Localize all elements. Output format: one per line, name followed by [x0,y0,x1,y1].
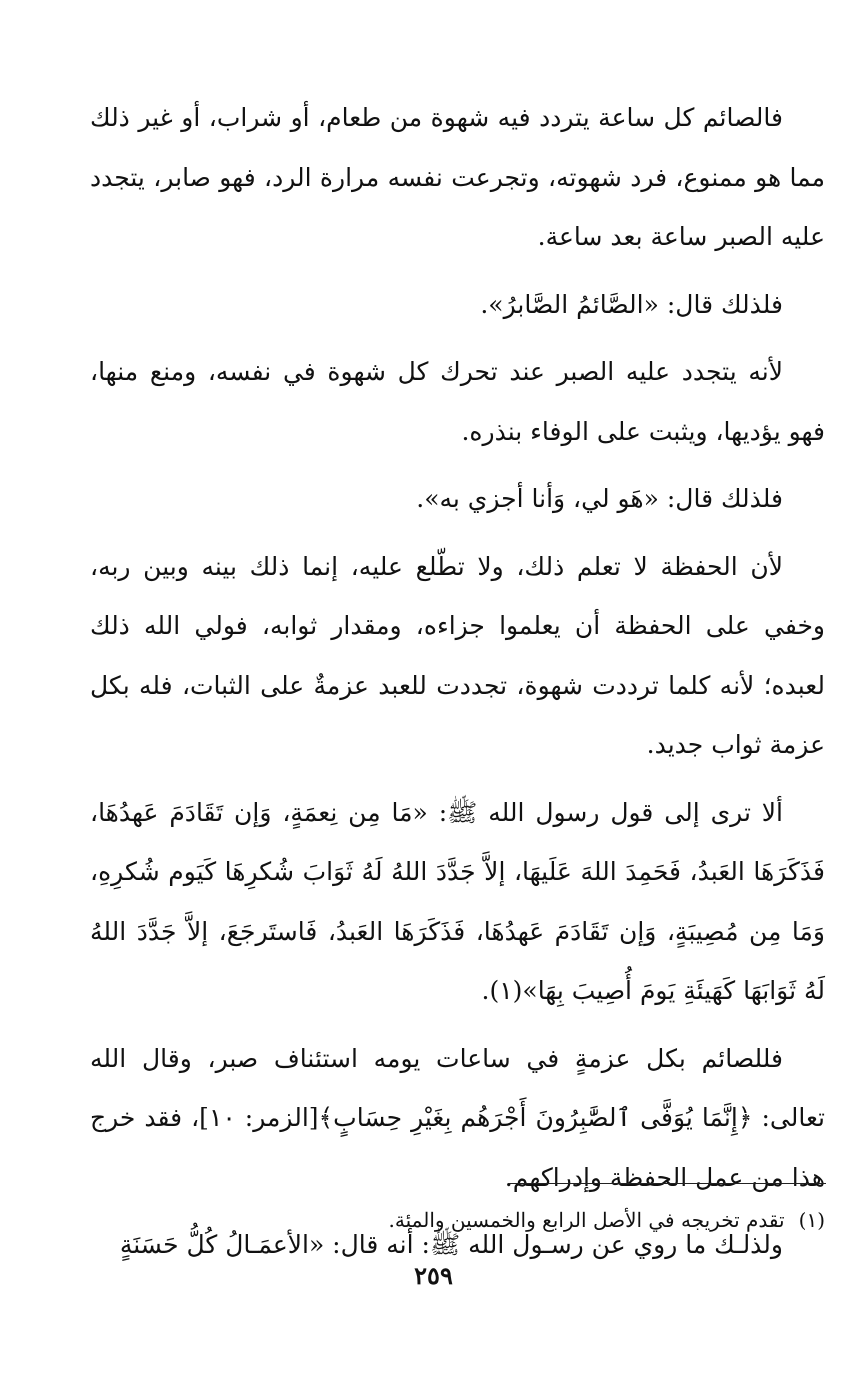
paragraph: ولذلـك ما روي عن رسـول الله ﷺ: أنه قال: «الأعمَـالُ كُلُّ حَسَنَةٍ [119,1230,783,1259]
page-number: ٢٥٩ [414,1261,453,1290]
paragraph: ألا ترى إلى قول رسول الله ﷺ: «مَا مِن نِعمَةٍ، وَإن تَقَادَمَ عَهدُهَا، فَذَكَرَهَا العَبدُ، فَحَمِدَ اللهَ عَلَيهَا، إلاَّ جَدَّدَ اللهُ لَهُ ثَوَابَ شُكرِهَا كَيَوم شُكرِهِ، وَمَا مِن مُصِيبَةٍ، وَإن تَقَادَمَ عَهدُهَا، فَذَكَرَهَا العَبدُ، فَاستَرجَعَ، إلاَّ جَدَّدَ اللهُ لَهُ ثَوَابَهَا كَهَيئَةِ يَومَ أُصِيبَ بِهَا»(١). [90,797,825,1005]
paragraph: لأن الحفظة لا تعلم ذلك، ولا تطّلع عليه، إنما ذلك بينه وبين ربه، وخفي على الحفظة أن يعلموا جزاءه، ومقدار ثوابه، فولي الله ذلك لعبده؛ لأنه كلما ترددت شهوة، تجددت للعبد عزمةٌ على الثبات، فله بكل عزمة ثواب جديد. [90,551,825,759]
paragraph: فلذلك قال: «الصَّائمُ الصَّابرُ». [480,289,783,319]
paragraph: فلذلك قال: «هَو لي، وَأنا أجزي به». [416,484,783,513]
paragraph: فللصائم بكل عزمةٍ في ساعات يومه استئناف صبر، وقال الله تعالى: ﴿إِنَّمَا يُوَفَّى ٱلصَّٰبِرُونَ أَجْرَهُم بِغَيْرِ حِسَابٍ﴾[الزمر: ١٠]، فقد خرج هذا من عمل الحفظة وإدراكهم. [90,1043,825,1192]
footnote-text: تقدم تخريجه في الأصل الرابع والخمسين والمئة. [388,1208,785,1232]
footnote-divider [508,1183,826,1184]
footnote-marker: (١) [798,1208,825,1232]
main-text [90,88,825,1275]
paragraph: لأنه يتجدد عليه الصبر عند تحرك كل شهوة في نفسه، ومنع منها، فهو يؤديها، ويثبت على الوفاء بنذره. [90,357,825,446]
footnote [85,1198,825,1242]
paragraph: فالصائم كل ساعة يتردد فيه شهوة من طعام، أو شراب، أو غير ذلك مما هو ممنوع، فرد شهوته، وتجرعت نفسه مرارة الرد، فهو صابر، يتجدد عليه الصبر ساعة بعد ساعة. [90,103,825,251]
